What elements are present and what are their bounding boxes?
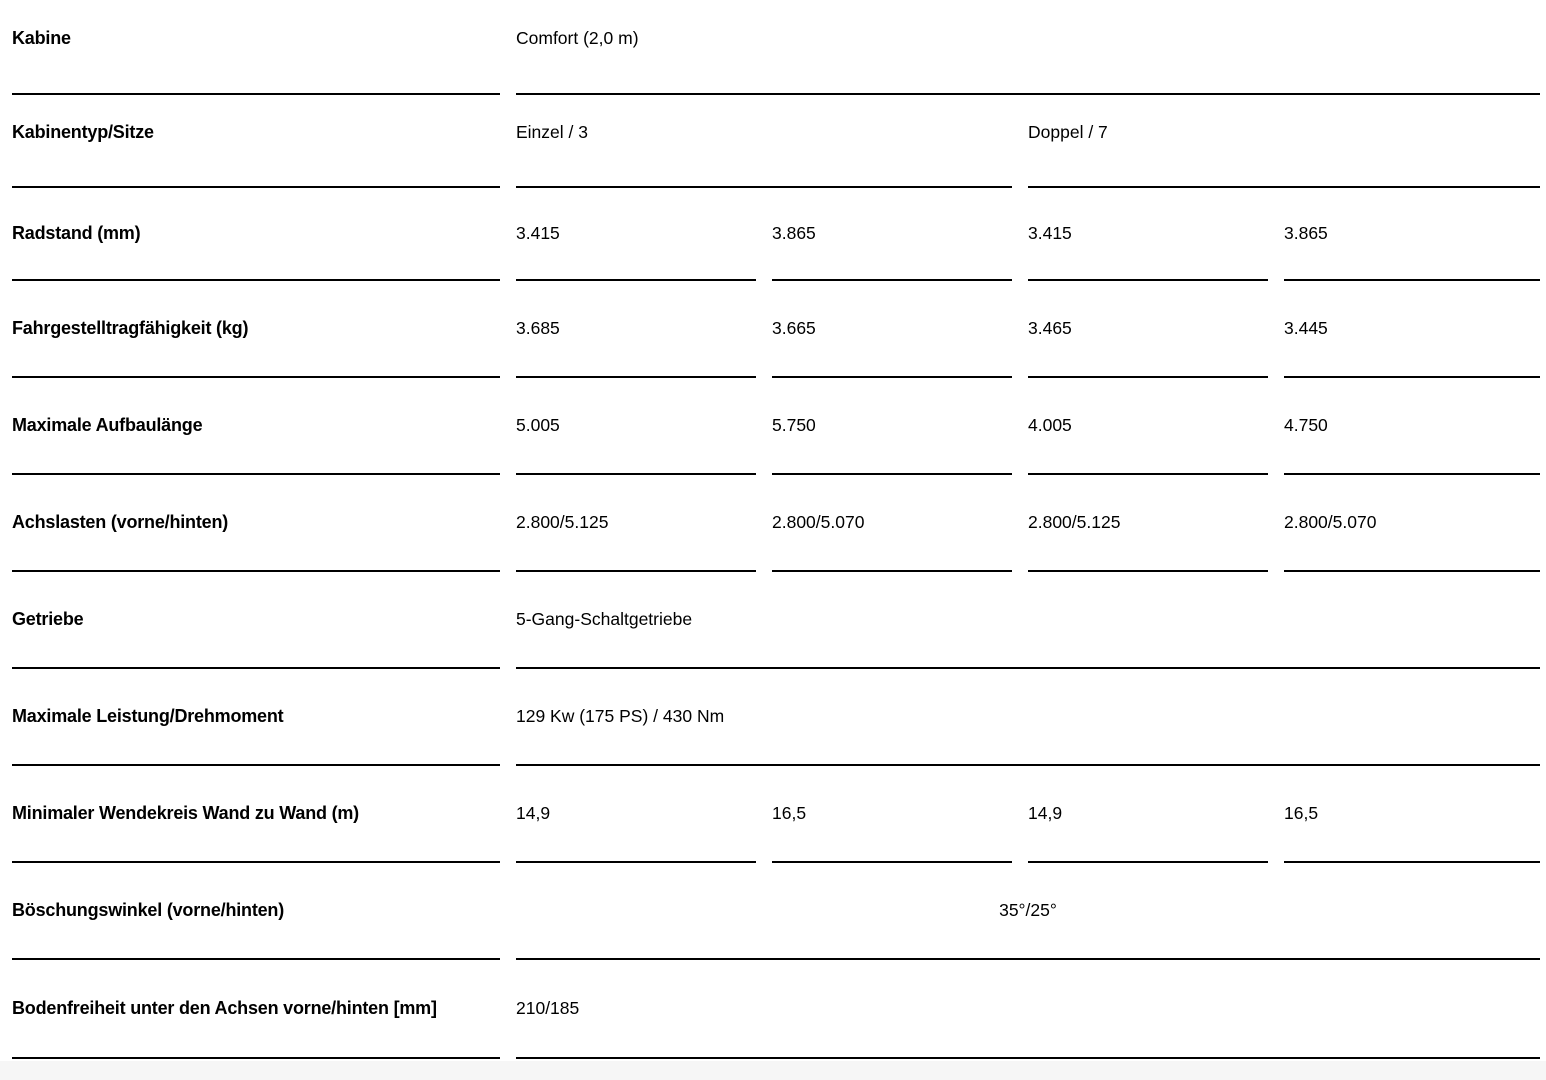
cell-value: 5-Gang-Schaltgetriebe xyxy=(516,609,693,629)
spec-row-fahrgestelltragfaehigkeit xyxy=(12,281,1546,378)
row-label: Minimaler Wendekreis Wand zu Wand (m) xyxy=(12,803,359,823)
row-label: Radstand (mm) xyxy=(12,223,141,243)
cell-value: 3.685 xyxy=(516,318,560,338)
cell-value: 16,5 xyxy=(772,803,807,823)
spec-row-achslasten xyxy=(12,475,1546,572)
cell-value: Einzel / 3 xyxy=(516,121,588,142)
cell-value: 2.800/5.070 xyxy=(772,512,865,532)
row-label: Maximale Aufbaulänge xyxy=(12,415,203,435)
spec-row-leistung-drehmoment xyxy=(12,669,1546,766)
cell-value: 129 Kw (175 PS) / 430 Nm xyxy=(516,706,725,726)
cell-value: 35°/25° xyxy=(999,900,1057,920)
row-label: Fahrgestelltragfähigkeit (kg) xyxy=(12,318,249,338)
row-label: Böschungswinkel (vorne/hinten) xyxy=(12,900,285,920)
cell-value: 3.865 xyxy=(1284,223,1328,243)
cell-value: 2.800/5.125 xyxy=(516,512,609,532)
spec-row-radstand xyxy=(12,188,1546,281)
cell-value: 210/185 xyxy=(516,998,580,1018)
cell-value: 3.865 xyxy=(772,223,816,243)
spec-row-wendekreis xyxy=(12,766,1546,863)
spec-row-bodenfreiheit xyxy=(12,960,1546,1059)
cell-value: 3.465 xyxy=(1028,318,1072,338)
cell-value: 2.800/5.070 xyxy=(1284,512,1377,532)
cell-value: Doppel / 7 xyxy=(1028,121,1108,142)
cell-value: 3.665 xyxy=(772,318,816,338)
row-label: Bodenfreiheit unter den Achsen vorne/hinten [mm] xyxy=(12,998,437,1018)
cell-value: 3.415 xyxy=(516,223,560,243)
row-label: Maximale Leistung/Drehmoment xyxy=(12,706,284,726)
cell-value: 16,5 xyxy=(1284,803,1319,823)
cell-value: Comfort (2,0 m) xyxy=(516,27,639,48)
spec-row-kabine xyxy=(12,0,1546,95)
row-label: Kabine xyxy=(12,27,71,48)
spec-row-boeschungswinkel xyxy=(12,863,1546,960)
page-bottom-band xyxy=(0,1061,1546,1080)
cell-value: 5.005 xyxy=(516,415,560,435)
cell-value: 14,9 xyxy=(516,803,551,823)
cell-value: 3.445 xyxy=(1284,318,1328,338)
row-label: Achslasten (vorne/hinten) xyxy=(12,512,229,532)
cell-value: 5.750 xyxy=(772,415,816,435)
spec-row-maximale-aufbaulaenge xyxy=(12,378,1546,475)
cell-value: 14,9 xyxy=(1028,803,1063,823)
spec-row-kabinentyp-sitze xyxy=(12,95,1546,188)
row-label: Getriebe xyxy=(12,609,84,629)
cell-value: 4.005 xyxy=(1028,415,1072,435)
row-label: Kabinentyp/Sitze xyxy=(12,121,154,142)
spec-row-getriebe xyxy=(12,572,1546,669)
cell-value: 4.750 xyxy=(1284,415,1328,435)
cell-value: 2.800/5.125 xyxy=(1028,512,1121,532)
cell-value: 3.415 xyxy=(1028,223,1072,243)
